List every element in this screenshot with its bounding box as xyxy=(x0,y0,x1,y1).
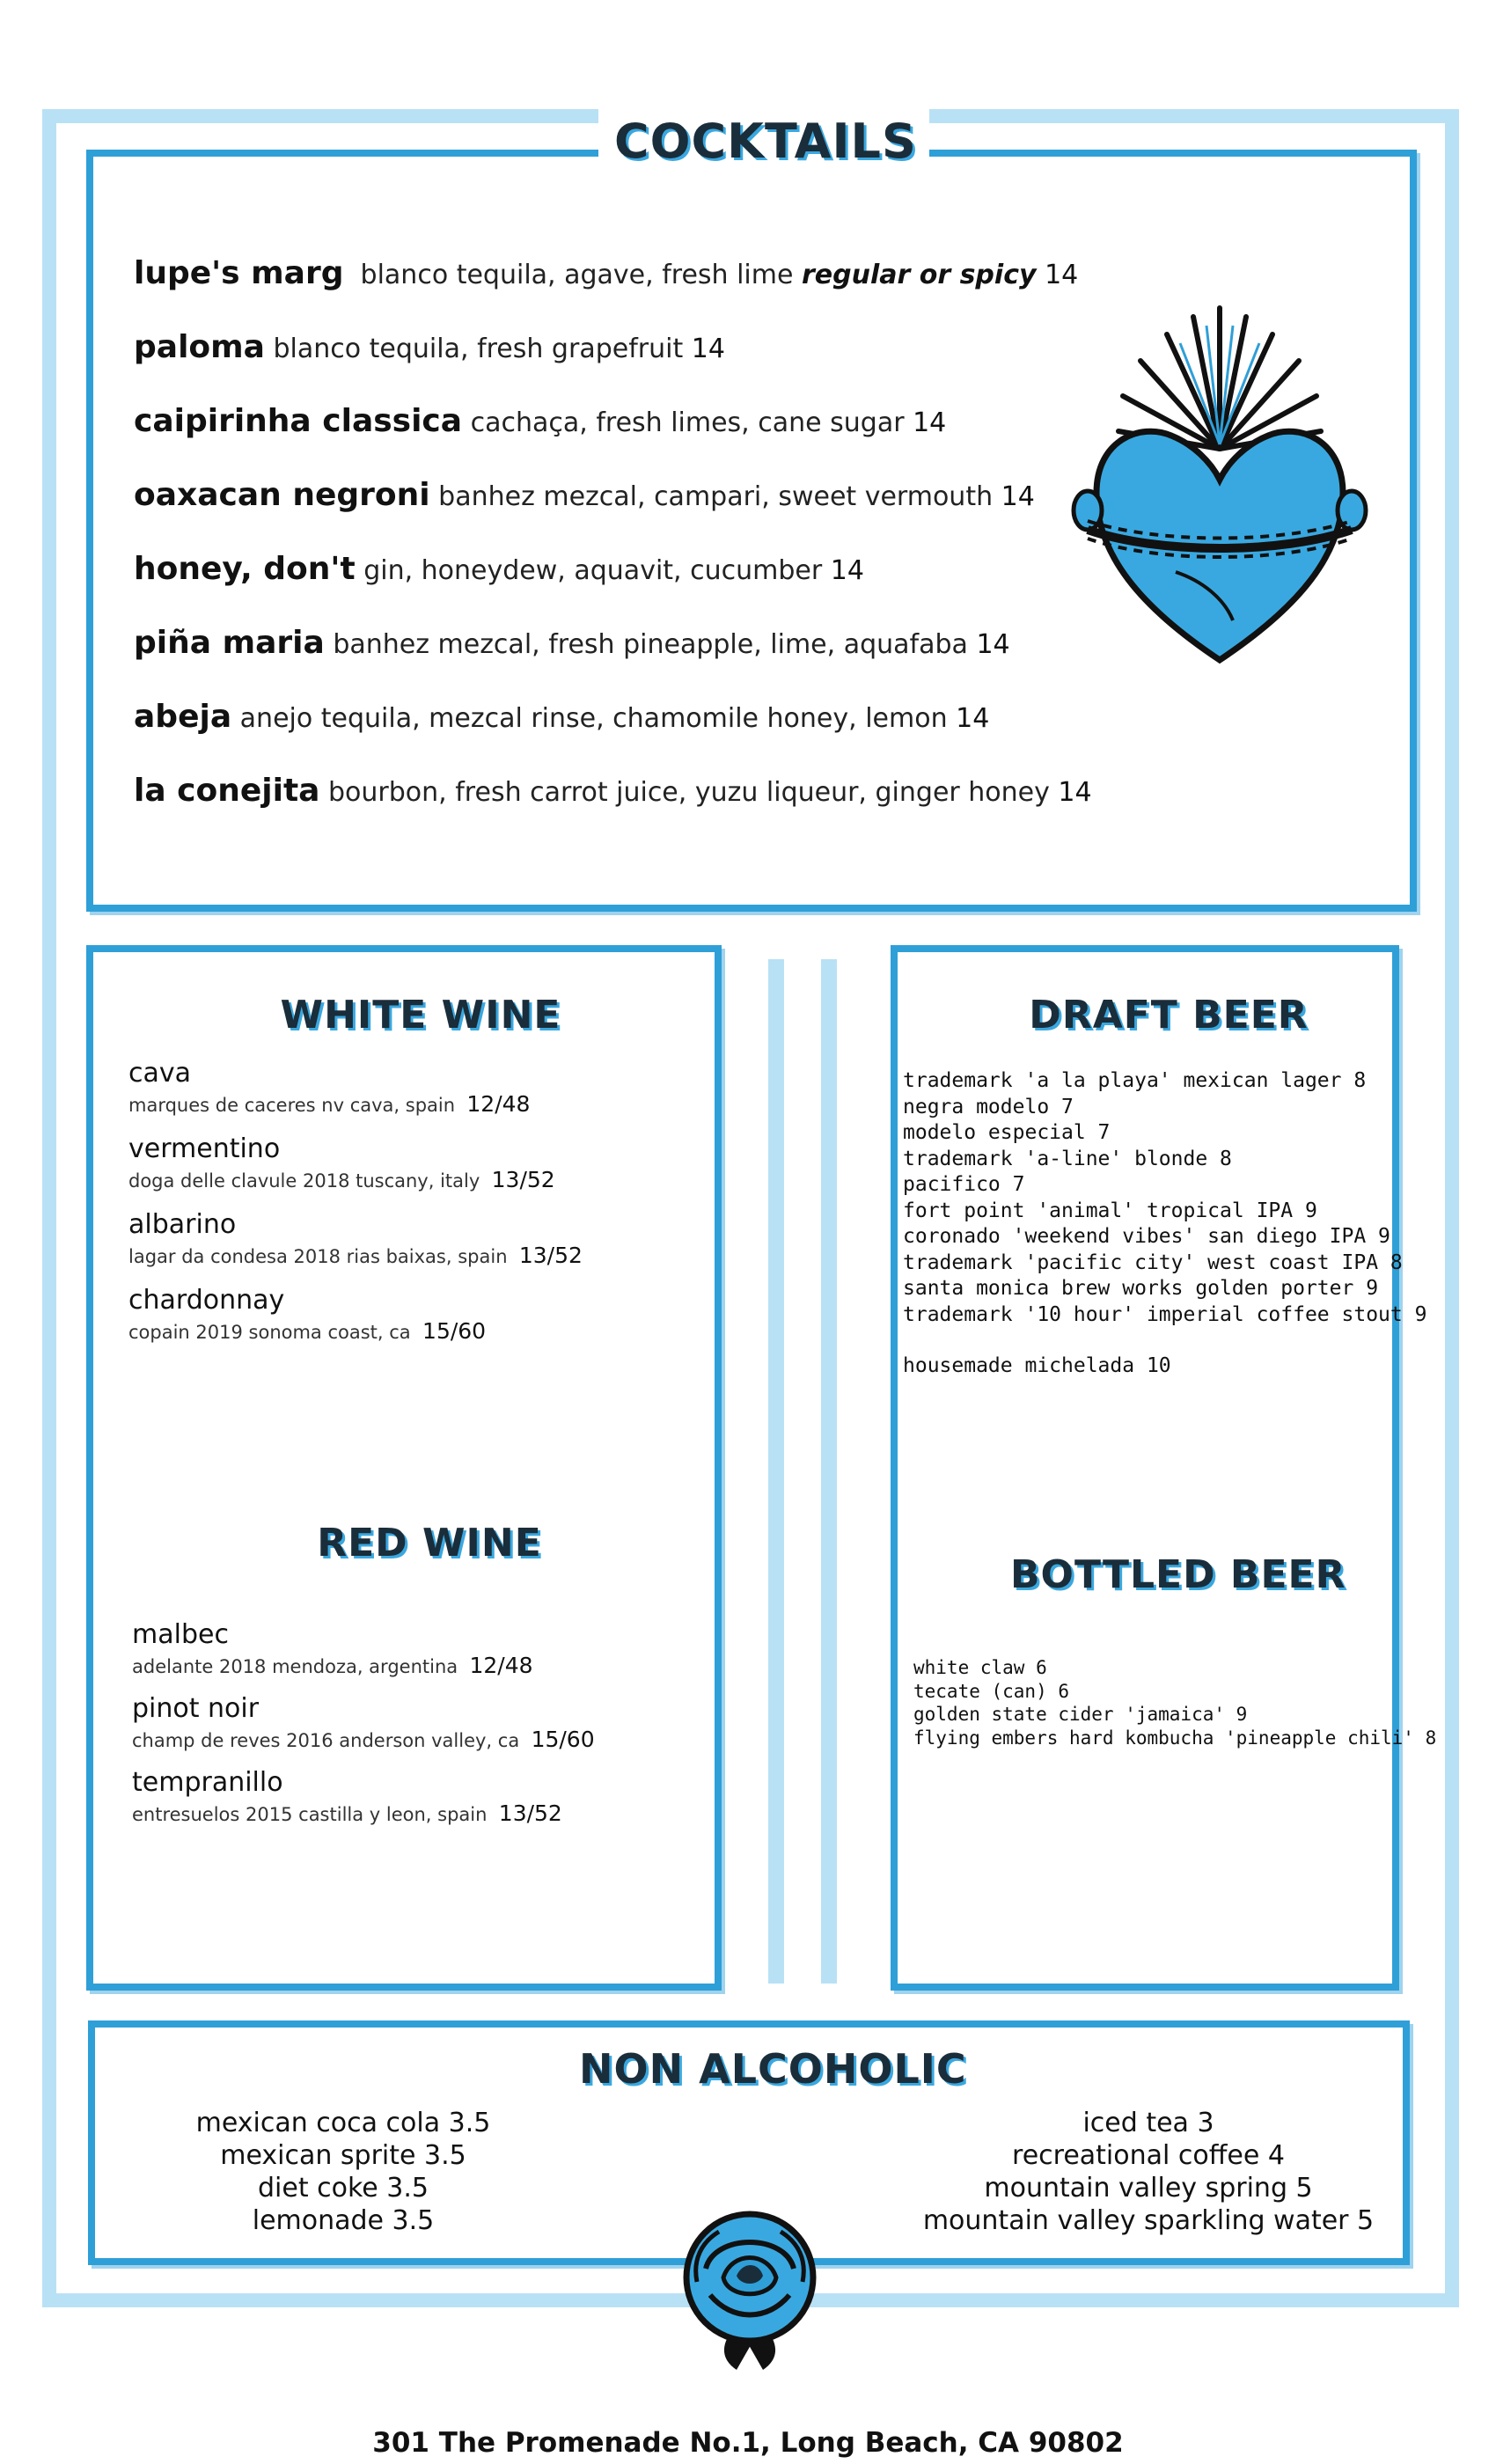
list-item xyxy=(134,551,864,587)
wine-price: 12/48 xyxy=(466,1091,531,1117)
bottled-beer-list xyxy=(913,1656,1436,1749)
wine-name: vermentino xyxy=(128,1133,281,1164)
cocktail-name: lupe's marg xyxy=(134,255,344,291)
non-alcoholic-title: NON ALCOHOLIC xyxy=(563,2043,964,2094)
list-item xyxy=(134,477,1035,513)
wine-name: cava xyxy=(128,1058,192,1089)
wine-detail: champ de reves 2016 anderson valley, ca xyxy=(132,1730,520,1751)
wine-desc xyxy=(128,1091,530,1117)
wine-name: malbec xyxy=(132,1619,229,1650)
wine-price: 12/48 xyxy=(469,1653,533,1678)
list-item: tecate (can) 6 xyxy=(913,1680,1070,1702)
list-item xyxy=(134,773,1092,809)
wine-name: pinot noir xyxy=(132,1693,260,1724)
list-item: golden state cider 'jamaica' 9 xyxy=(913,1704,1248,1725)
list-item: negra modelo 7 xyxy=(903,1095,1074,1118)
cocktail-desc: bourbon, fresh carrot juice, yuzu liqueur, ginger honey xyxy=(328,777,1050,808)
cocktail-desc: blanco tequila, fresh grapefruit xyxy=(273,334,684,364)
wine-name: chardonnay xyxy=(128,1285,285,1316)
divider xyxy=(768,959,784,1984)
wine-detail: entresuelos 2015 castilla y leon, spain xyxy=(132,1804,488,1825)
list-item: trademark 'pacific city' west coast IPA 8 xyxy=(903,1250,1403,1274)
cocktail-name: oaxacan negroni xyxy=(134,477,430,513)
cocktail-desc: banhez mezcal, campari, sweet vermouth xyxy=(438,481,994,512)
cocktail-price: 14 xyxy=(1001,481,1035,512)
list-item: trademark '10 hour' imperial coffee stout 9 xyxy=(903,1302,1427,1326)
list-item: diet coke 3.5 xyxy=(258,2173,429,2204)
cocktail-price: 14 xyxy=(976,629,1010,660)
non-alcoholic-left-list xyxy=(167,2107,519,2237)
list-item: trademark 'a-line' blonde 8 xyxy=(903,1147,1232,1170)
spacer xyxy=(903,1328,1426,1353)
list-item: modelo especial 7 xyxy=(903,1121,1111,1144)
white-wine-title: WHITE WINE xyxy=(264,991,577,1040)
cocktail-option: regular or spicy xyxy=(801,260,1037,290)
wine-price: 15/60 xyxy=(531,1727,595,1752)
wine-price: 13/52 xyxy=(491,1167,555,1192)
cocktail-price: 14 xyxy=(691,334,725,364)
list-item: lemonade 3.5 xyxy=(252,2205,435,2236)
wine-name: albarino xyxy=(128,1209,237,1240)
list-item: mexican coca cola 3.5 xyxy=(195,2108,491,2138)
cocktail-desc: banhez mezcal, fresh pineapple, lime, aquafaba xyxy=(333,629,968,660)
cocktail-name: caipirinha classica xyxy=(134,403,463,439)
wine-price: 15/60 xyxy=(422,1318,487,1344)
list-item: mountain valley sparkling water 5 xyxy=(922,2205,1375,2236)
cocktail-name: la conejita xyxy=(134,773,320,809)
list-item: iced tea 3 xyxy=(1082,2108,1214,2138)
cocktail-price: 14 xyxy=(1058,777,1092,808)
rose-icon xyxy=(671,2198,829,2374)
wine-desc xyxy=(128,1167,555,1192)
wine-desc xyxy=(132,1653,533,1678)
cocktail-desc: blanco tequila, agave, fresh lime xyxy=(360,260,794,290)
list-item xyxy=(134,255,1078,291)
cocktail-name: paloma xyxy=(134,329,265,365)
wine-price: 13/52 xyxy=(498,1800,562,1826)
wine-detail: adelante 2018 mendoza, argentina xyxy=(132,1656,458,1677)
list-item xyxy=(134,699,989,735)
list-item xyxy=(134,403,946,439)
list-item: white claw 6 xyxy=(913,1657,1047,1678)
wine-desc xyxy=(132,1800,562,1826)
cocktail-name: honey, don't xyxy=(134,551,356,587)
cocktail-desc: gin, honeydew, aquavit, cucumber xyxy=(363,555,823,586)
cocktail-price: 14 xyxy=(956,703,990,734)
cocktail-name: abeja xyxy=(134,699,232,735)
draft-beer-title: DRAFT BEER xyxy=(1012,991,1325,1040)
red-wine-title: RED WINE xyxy=(290,1519,568,1568)
list-item: flying embers hard kombucha 'pineapple chili' 8 xyxy=(913,1727,1437,1749)
list-item: mexican sprite 3.5 xyxy=(220,2140,466,2171)
draft-beer-list xyxy=(903,1068,1426,1380)
list-item: recreational coffee 4 xyxy=(1012,2140,1285,2171)
cocktail-price: 14 xyxy=(1045,260,1079,290)
list-item: mountain valley spring 5 xyxy=(984,2173,1313,2204)
list-item xyxy=(134,625,1010,661)
wine-price: 13/52 xyxy=(518,1243,583,1268)
cocktail-name: piña maria xyxy=(134,625,325,661)
wine-detail: doga delle clavule 2018 tuscany, italy xyxy=(128,1170,480,1192)
divider xyxy=(821,959,837,1984)
list-item: trademark 'a la playa' mexican lager 8 xyxy=(903,1069,1367,1092)
wine-desc xyxy=(128,1318,486,1344)
footer-address: 301 The Promenade No.1, Long Beach, CA 90802 xyxy=(372,2427,1124,2459)
cocktail-price: 14 xyxy=(913,407,947,438)
wine-desc xyxy=(132,1727,595,1752)
list-item: santa monica brew works golden porter 9 xyxy=(903,1277,1379,1300)
list-item xyxy=(134,329,725,365)
cocktail-price: 14 xyxy=(830,555,864,586)
list-item: coronado 'weekend vibes' san diego IPA 9 xyxy=(903,1225,1390,1248)
list-item: fort point 'animal' tropical IPA 9 xyxy=(903,1199,1317,1222)
cocktails-title: COCKTAILS xyxy=(598,109,929,174)
wine-detail: lagar da condesa 2018 rias baixas, spain xyxy=(128,1246,508,1267)
non-alcoholic-right-list xyxy=(915,2107,1382,2237)
cocktail-desc: cachaça, fresh limes, cane sugar xyxy=(470,407,905,438)
list-item: housemade michelada 10 xyxy=(903,1354,1171,1377)
wine-detail: copain 2019 sonoma coast, ca xyxy=(128,1322,411,1343)
wine-name: tempranillo xyxy=(132,1767,283,1798)
bottled-beer-title: BOTTLED BEER xyxy=(994,1551,1343,1600)
cocktail-desc: anejo tequila, mezcal rinse, chamomile honey, lemon xyxy=(239,703,948,734)
wine-detail: marques de caceres nv cava, spain xyxy=(128,1095,456,1116)
list-item: pacifico 7 xyxy=(903,1173,1025,1196)
wine-desc xyxy=(128,1243,583,1268)
sacred-heart-icon xyxy=(1070,290,1369,695)
